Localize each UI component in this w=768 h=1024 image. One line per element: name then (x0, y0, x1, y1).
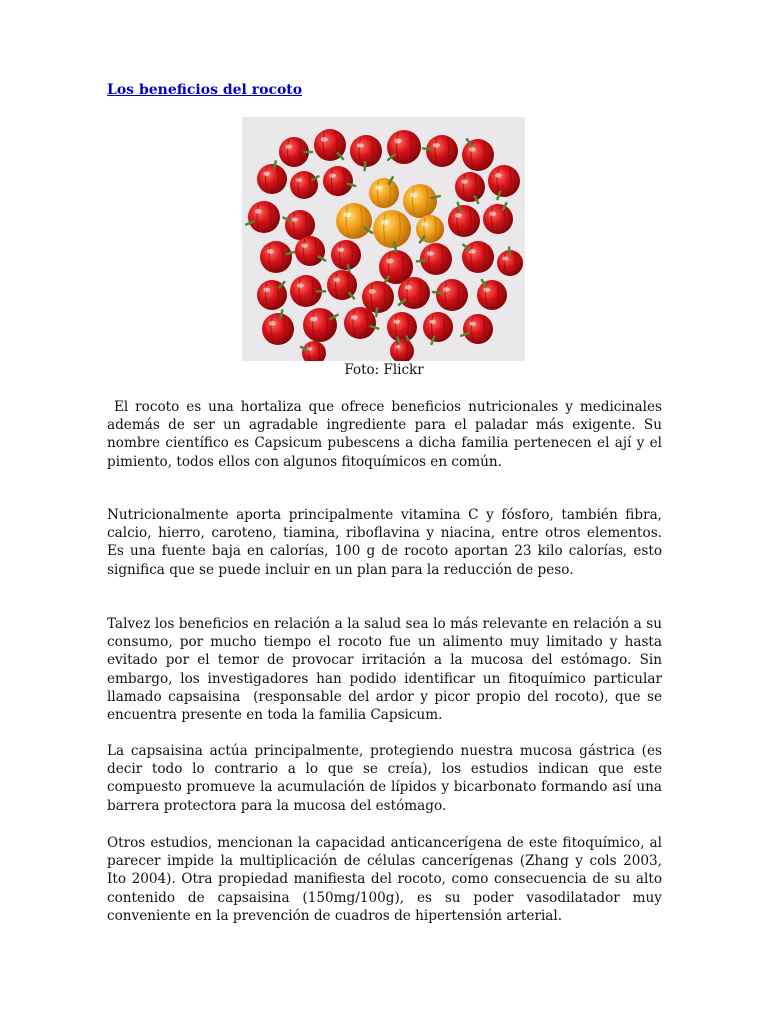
red-pepper (387, 130, 421, 164)
paragraph-intro: El rocoto es una hortaliza que ofrece beneficios nutricionales y medicinales además de ser un agradable ingrediente para el paladar más exigente. Su nombre científico es Capsicum pubescens a dicha familia pertenecen el ají y el pimiento, todos ellos con algunos fitoquímicos en común. (107, 399, 667, 470)
yellow-pepper (336, 203, 372, 239)
yellow-pepper (416, 215, 444, 243)
paragraph-nutrition: Nutricionalmente aporta principalmente vitamina C y fósforo, también fibra, calcio, hierro, caroteno, tiamina, riboflavina y niacina, entre otros elementos. Es una fuente baja en calorías, 100 g de rocoto aportan 23 kilo calorías, esto significa que se puede incluir en un plan para la reducción de peso. (107, 507, 667, 578)
paragraph-capsaisina: La capsaisina actúa principalmente, protegiendo nuestra mucosa gástrica (es decir todo lo contrario a lo que se creía), los estudios indican que este compuesto promueve la acumulación de lípidos y bicarbonato formando así una barrera protectora para la mucosa del estómago. (107, 743, 667, 814)
red-pepper (314, 129, 346, 161)
photo-caption: Foto: Flickr (344, 362, 424, 378)
rocoto-peppers-illustration (242, 117, 525, 361)
paragraph-studies: Otros estudios, mencionan la capacidad anticancerígena de este fitoquímico, al parecer impide la multiplicación de células cancerígenas (Zhang y cols 2003, Ito 2004). Otra propiedad manifiesta del rocoto, como consecuencia de su alto contenido de capsaisina (150mg/100g), es su poder vasodilatador muy conveniente en la prevención de cuadros de hipertensión arterial. (107, 835, 667, 924)
paragraph-health: Talvez los beneficios en relación a la salud sea lo más relevante en relación a su consumo, por mucho tiempo el rocoto fue un alimento muy limitado y hasta evitado por el temor de provocar irritación a la mucosa del estómago. Sin embargo, los investigadores han podido identificar un fitoquímico particular llamado capsaisina (responsable del ardor y picor propio del rocoto), que se encuentra presente en toda la familia Capsicum. (107, 616, 667, 724)
red-pepper (462, 241, 494, 273)
red-pepper (477, 280, 507, 310)
red-pepper (462, 139, 494, 171)
rocoto-photo (242, 117, 525, 361)
article-title-link[interactable]: Los beneficios del rocoto (107, 82, 303, 98)
red-pepper (327, 270, 357, 300)
red-pepper (257, 280, 287, 310)
red-pepper (398, 277, 430, 309)
